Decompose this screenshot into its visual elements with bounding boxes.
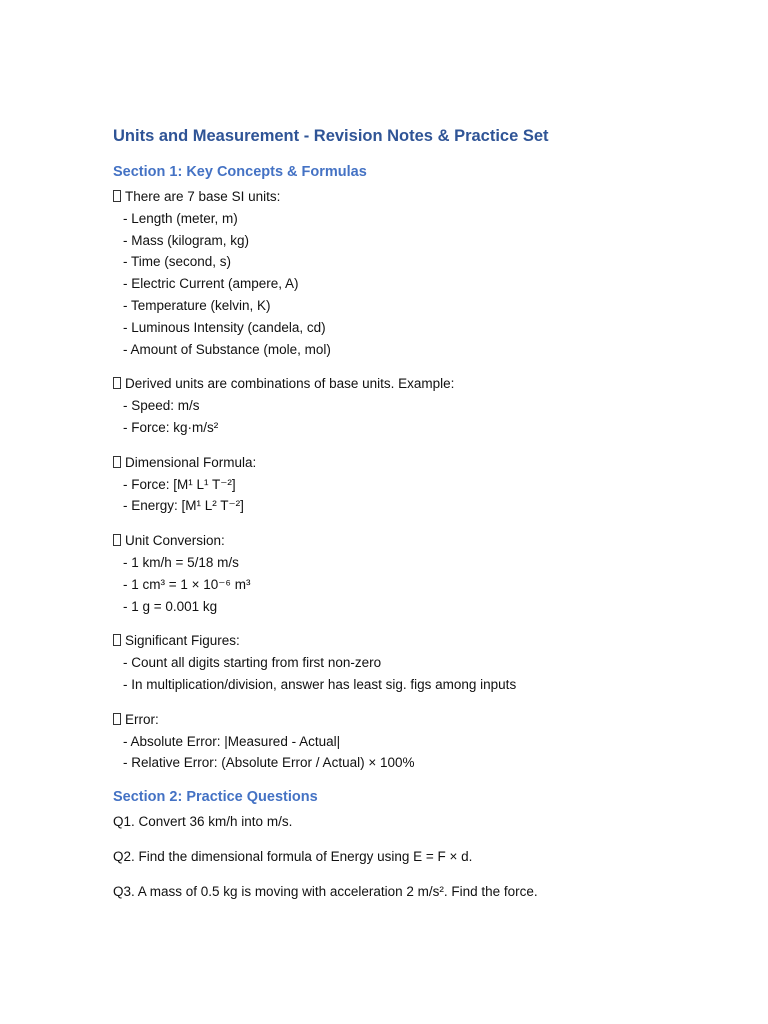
block-lead-text: Dimensional Formula: — [125, 454, 257, 470]
section-2 — [113, 787, 733, 902]
block-lead-text: Significant Figures: — [125, 633, 240, 649]
document-title: Units and Measurement - Revision Notes & Practice Set — [113, 127, 549, 145]
block-lead — [113, 186, 733, 208]
list-item: - Force: kg·m/s² — [123, 419, 219, 435]
list-item: - Electric Current (ampere, A) — [123, 276, 299, 292]
base-si-units-block — [113, 186, 733, 360]
derived-units-block — [113, 373, 733, 438]
missing-glyph-bullet-icon — [113, 377, 121, 389]
missing-glyph-bullet-icon — [113, 713, 121, 725]
list-item: - Speed: m/s — [123, 398, 200, 414]
missing-glyph-bullet-icon — [113, 456, 121, 468]
list-item: - Count all digits starting from first non-zero — [123, 655, 382, 671]
block-lead — [113, 530, 733, 552]
section-1-heading: Section 1: Key Concepts & Formulas — [113, 164, 367, 180]
missing-glyph-bullet-icon — [113, 190, 121, 202]
list-item: - Time (second, s) — [123, 254, 232, 270]
missing-glyph-bullet-icon — [113, 634, 121, 646]
question-item: Q1. Convert 36 km/h into m/s. — [113, 814, 293, 830]
missing-glyph-bullet-icon — [113, 534, 121, 546]
section-2-heading: Section 2: Practice Questions — [113, 789, 318, 806]
list-item: - In multiplication/division, answer has least sig. figs among inputs — [123, 676, 517, 692]
list-item: - Energy: [M¹ L² T⁻²] — [123, 498, 244, 514]
block-lead — [113, 452, 733, 474]
list-item: - Amount of Substance (mole, mol) — [123, 341, 331, 357]
block-lead-text: There are 7 base SI units: — [125, 189, 281, 204]
list-item: - Mass (kilogram, kg) — [123, 232, 250, 248]
error-block — [113, 709, 733, 774]
block-lead-text: Unit Conversion: — [125, 533, 225, 549]
list-item: - Force: [M¹ L¹ T⁻²] — [123, 476, 236, 492]
list-item: - 1 cm³ = 1 × 10⁻⁶ m³ — [123, 576, 251, 592]
question-item: Q2. Find the dimensional formula of Energy using E = F × d. — [113, 848, 473, 864]
list-item: - 1 g = 0.001 kg — [123, 598, 218, 614]
list-item: - Luminous Intensity (candela, cd) — [123, 319, 326, 335]
dimensional-formula-block — [113, 452, 733, 517]
block-lead — [113, 709, 733, 731]
list-item: - Relative Error: (Absolute Error / Actual) × 100% — [123, 755, 415, 771]
block-lead — [113, 373, 733, 395]
list-item: - Length (meter, m) — [123, 210, 238, 226]
block-lead-text: Derived units are combinations of base units. Example: — [125, 376, 455, 392]
list-item: - Absolute Error: |Measured - Actual| — [123, 733, 341, 749]
list-item: - 1 km/h = 5/18 m/s — [123, 554, 239, 570]
unit-conversion-block — [113, 530, 733, 617]
significant-figures-block — [113, 630, 733, 695]
block-lead — [113, 630, 733, 652]
question-item: Q3. A mass of 0.5 kg is moving with acceleration 2 m/s². Find the force. — [113, 883, 538, 899]
list-item: - Temperature (kelvin, K) — [123, 297, 271, 313]
block-lead-text: Error: — [125, 711, 159, 727]
document-page — [113, 125, 733, 916]
